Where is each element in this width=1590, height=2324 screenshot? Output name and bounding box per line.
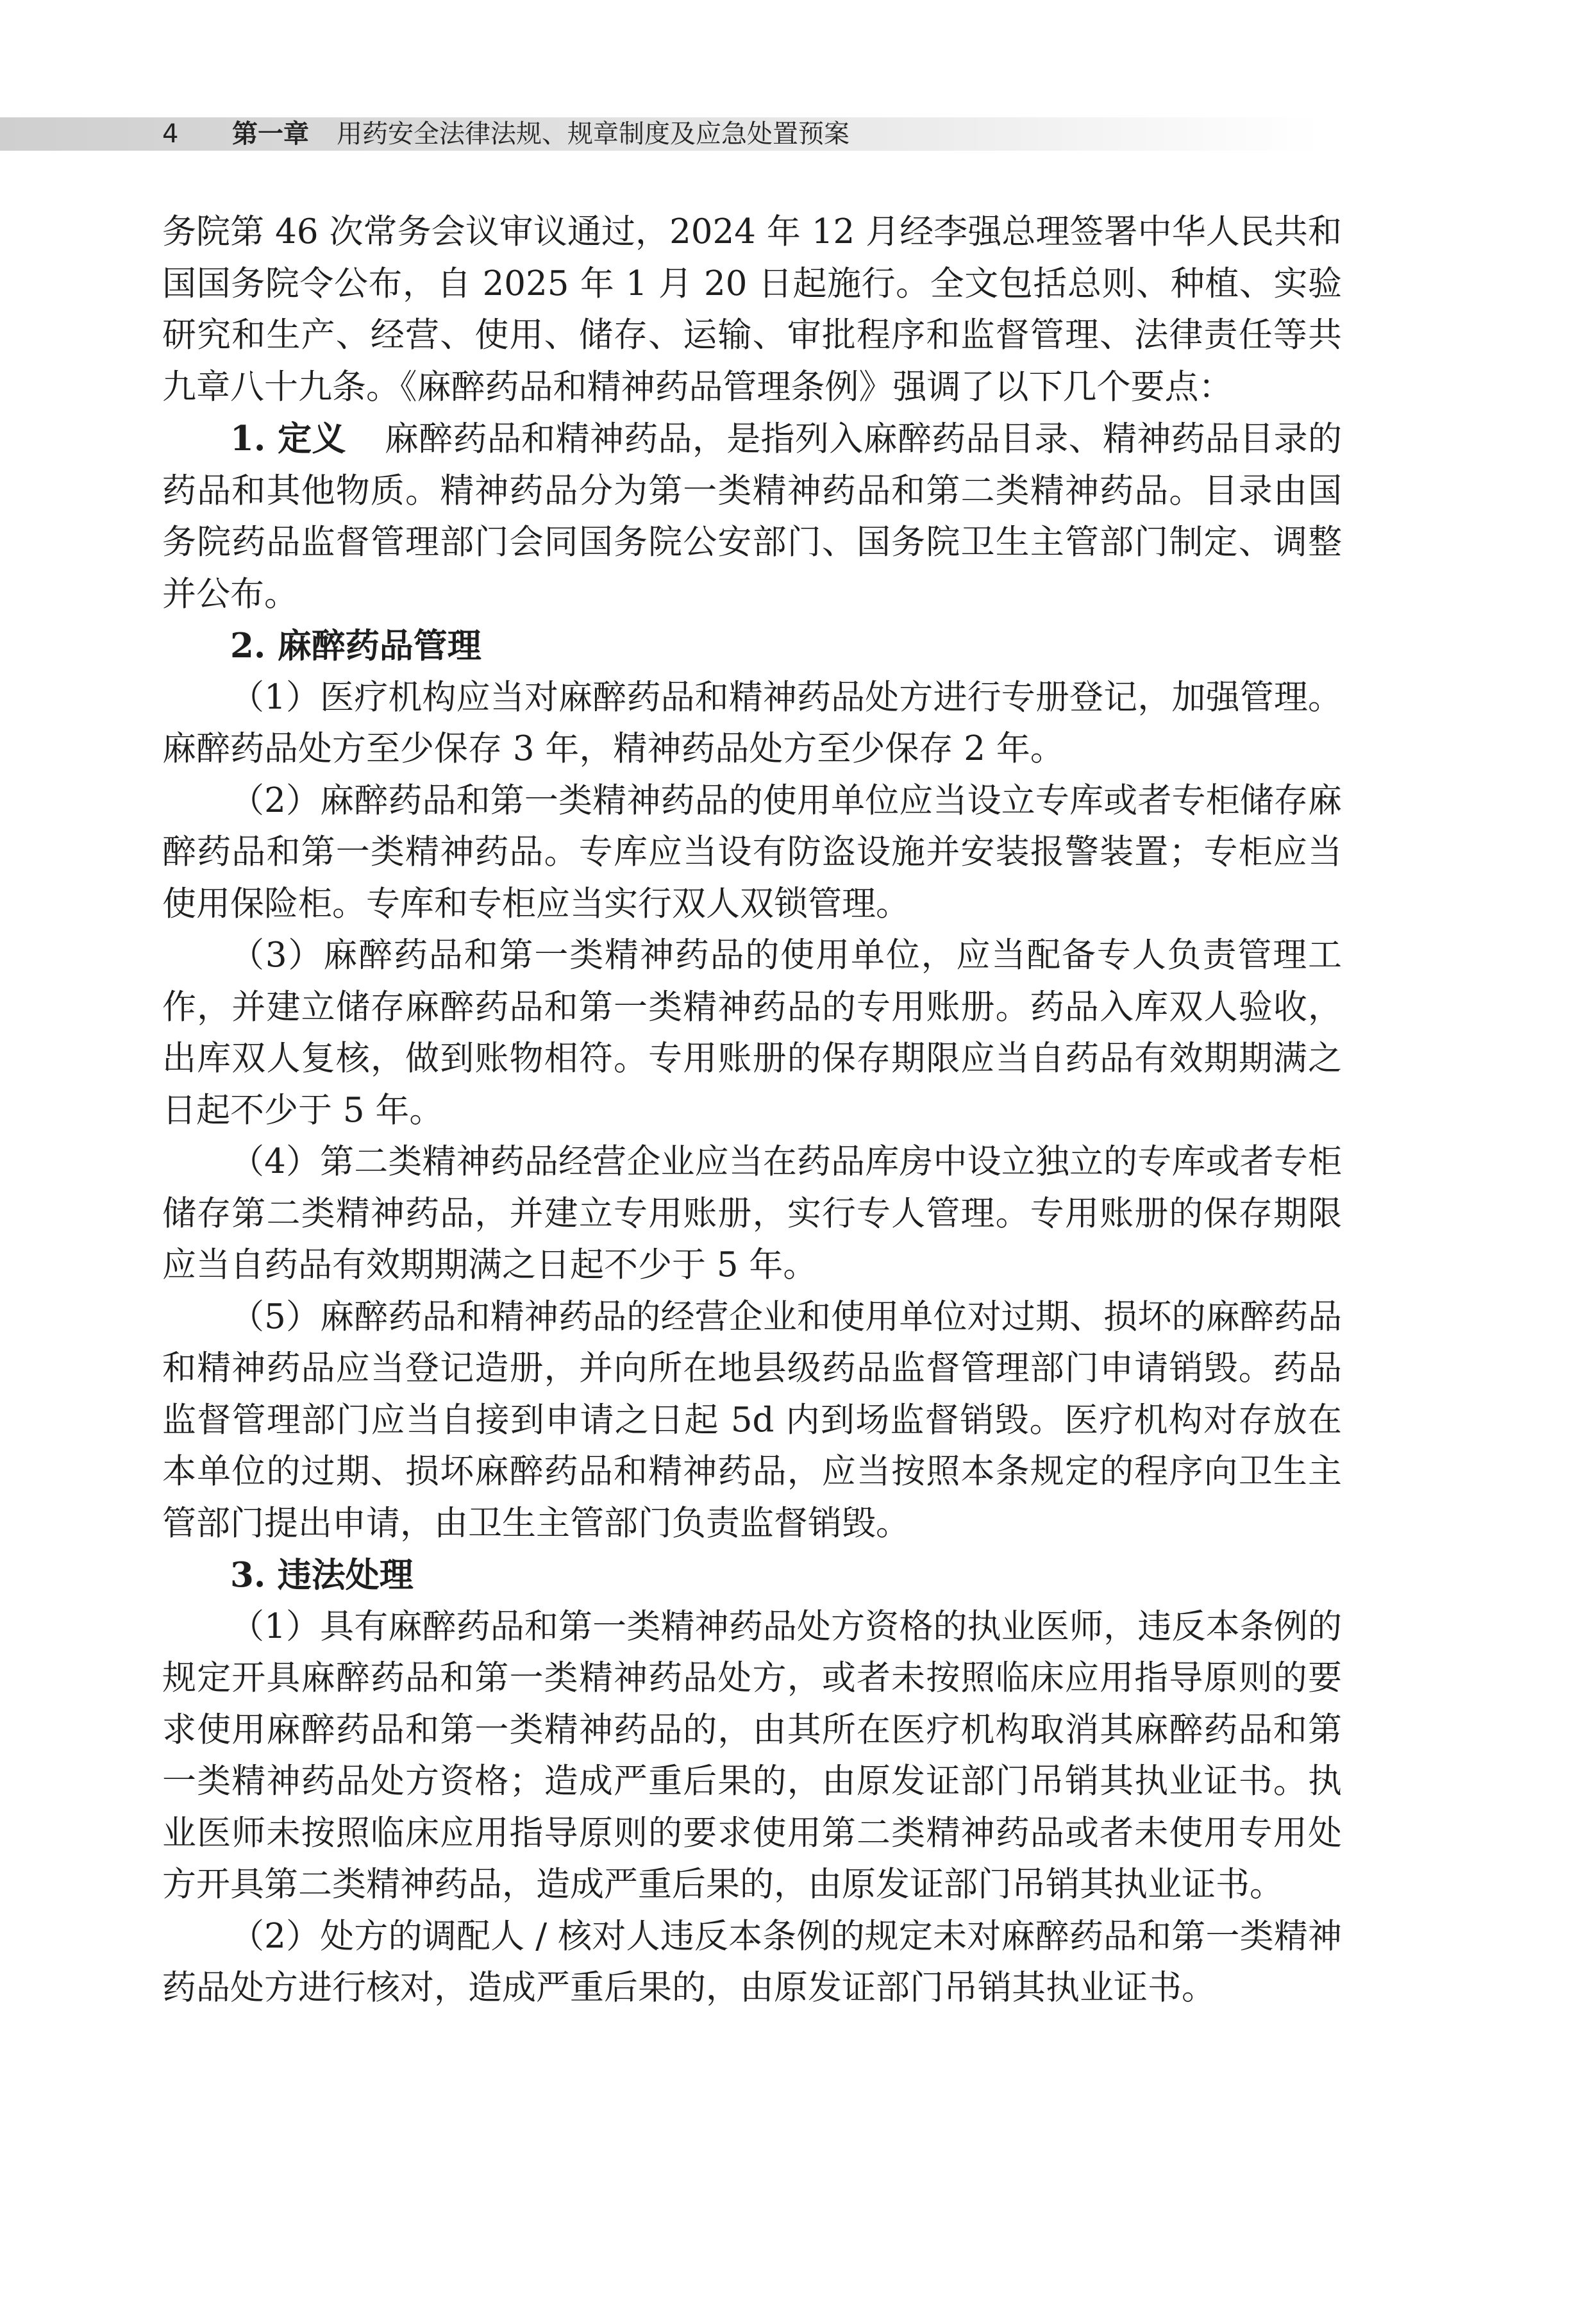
definition-paragraph [162,413,1342,620]
management-item-4: （4）第二类精神药品经营企业应当在药品库房中设立独立的专库或者专柜储存第二类精神药品，并建立专用账册，实行专人管理。专用账册的保存期限应当自药品有效期期满之日起不少于 5 年。 [162,1142,1342,1284]
section-heading-narcotic-management: 2. 麻醉药品管理 [230,626,481,666]
definition-text: 麻醉药品和精神药品，是指列入麻醉药品目录、精神药品目录的药品和其他物质。精神药品分为第一类精神药品和第二类精神药品。目录由国务院药品监督管理部门会同国务院公安部门、国务院卫生主管部门制定、调整并公布。 [162,419,1343,614]
management-item-5: （5）麻醉药品和精神药品的经营企业和使用单位对过期、损坏的麻醉药品和精神药品应当登记造册，并向所在地县级药品监督管理部门申请销毁。药品监督管理部门应当自接到申请之日起 5d 内到场监督销毁。医疗机构对存放在本单位的过期、损坏麻醉药品和精神药品，应当按照本条规定的程序向卫生主管部门提出申请，由卫生主管部门负责监督销毁。 [162,1297,1342,1543]
intro-paragraph: 务院第 46 次常务会议审议通过，2024 年 12 月经李强总理签署中华人民共和国国务院令公布，自 2025 年 1 月 20 日起施行。全文包括总则、种植、实验研究和生产、经营、使用、储存、运输、审批程序和监督管理、法律责任等共九章八十九条。《麻醉药品和精神药品管理条例》强调了以下几个要点： [162,212,1342,407]
section-heading-violations: 3. 违法处理 [230,1555,414,1595]
management-item-2: （2）麻醉药品和第一类精神药品的使用单位应当设立专库或者专柜储存麻醉药品和第一类精神药品。专库应当设有防盗设施并安装报警装置；专柜应当使用保险柜。专库和专柜应当实行双人双锁管理。 [162,780,1342,923]
chapter-label: 第一章 [232,119,309,149]
violation-item-1: （1）具有麻醉药品和第一类精神药品处方资格的执业医师，违反本条例的规定开具麻醉药品和第一类精神药品处方，或者未按照临床应用指导原则的要求使用麻醉药品和第一类精神药品的，由其所在医疗机构取消其麻醉药品和第一类精神药品处方资格；造成严重后果的，由原发证部门吊销其执业证书。执业医师未按照临床应用指导原则的要求使用第二类精神药品或者未使用专用处方开具第二类精神药品，造成严重后果的，由原发证部门吊销其执业证书。 [162,1606,1342,1904]
violation-item-2: （2）处方的调配人 / 核对人违反本条例的规定未对麻醉药品和第一类精神药品处方进行核对，造成严重后果的，由原发证部门吊销其执业证书。 [162,1916,1342,2007]
chapter-title: 用药安全法律法规、规章制度及应急处置预案 [337,119,849,149]
management-item-1: （1）医疗机构应当对麻醉药品和精神药品处方进行专册登记，加强管理。麻醉药品处方至少保存 3 年，精神药品处方至少保存 2 年。 [162,677,1342,768]
management-item-3: （3）麻醉药品和第一类精神药品的使用单位，应当配备专人负责管理工作，并建立储存麻醉药品和第一类精神药品的专用账册。药品入库双人验收，出库双人复核，做到账物相符。专用账册的保存期限应当自药品有效期期满之日起不少于 5 年。 [162,936,1342,1130]
body-text [162,206,1342,2014]
page-number: 4 [162,119,179,149]
section-heading-definition: 1. 定义 [230,419,346,459]
